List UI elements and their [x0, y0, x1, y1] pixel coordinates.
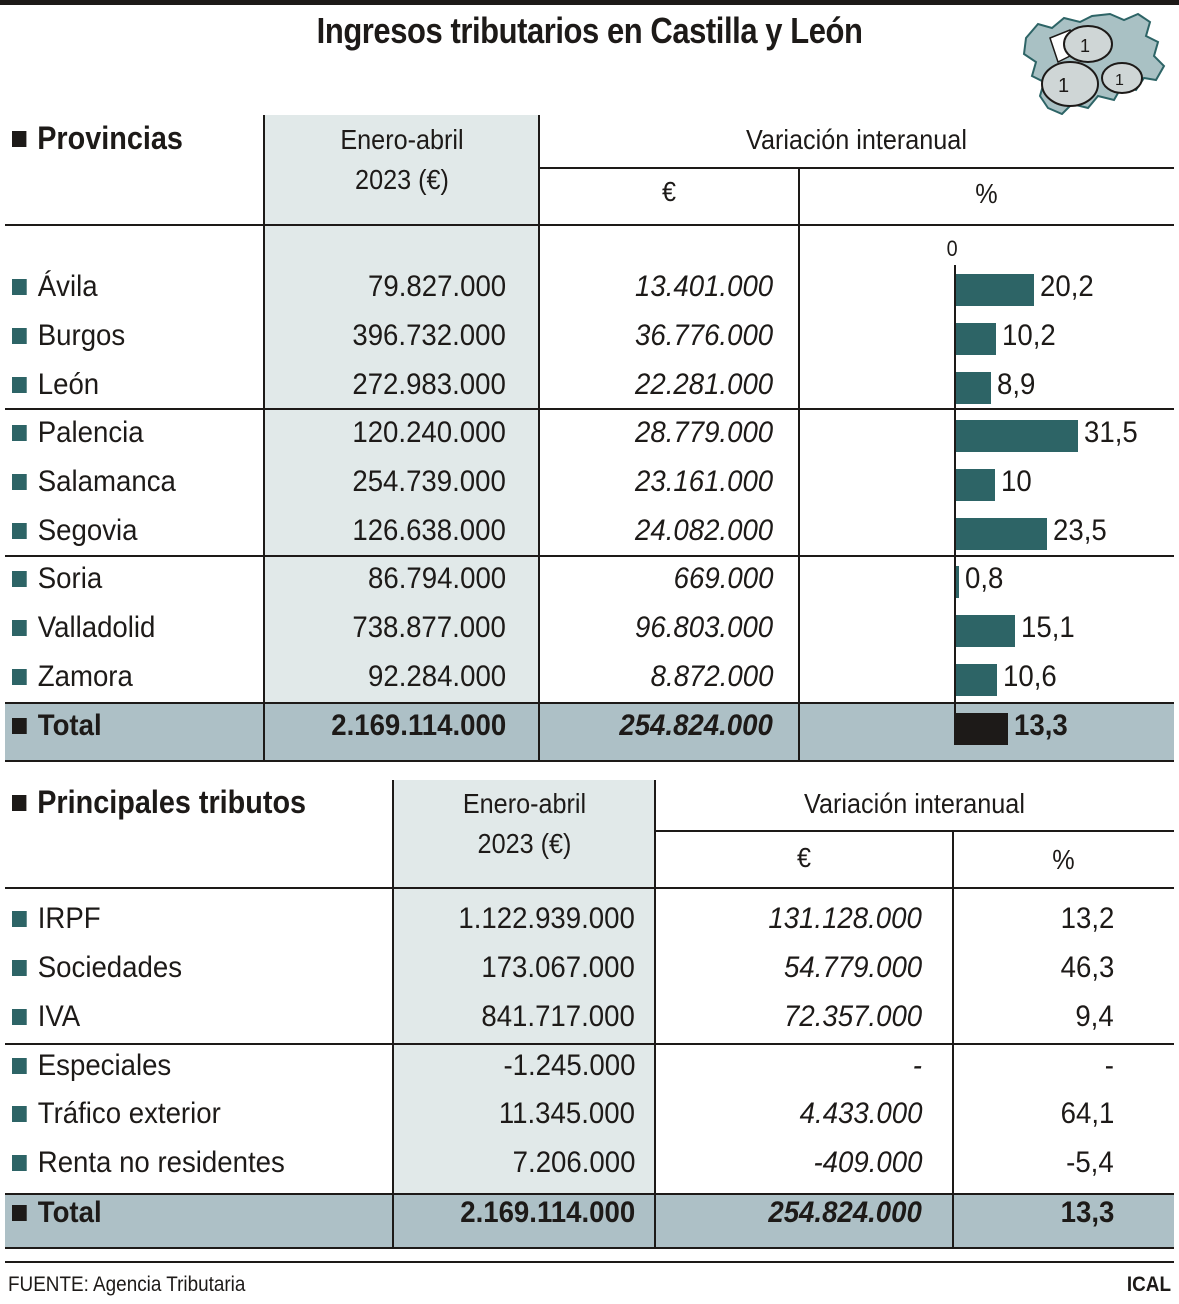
total-rule	[5, 1193, 1174, 1195]
cell-var-eur: -	[912, 1049, 922, 1082]
total-var-eur: 254.824.000	[619, 709, 773, 742]
table-row-label: IRPF	[12, 902, 101, 936]
header-var-eur: €	[796, 842, 812, 873]
table-row-label: Zamora	[12, 660, 133, 694]
table-row-label: Renta no residentes	[12, 1146, 285, 1180]
total-period: 2.169.114.000	[460, 1196, 635, 1229]
cell-var-eur: -409.000	[813, 1146, 922, 1179]
group-rule	[5, 408, 1174, 410]
bar-value-label: 0,8	[965, 562, 1004, 595]
col-divider	[952, 831, 954, 1247]
bar-var-pct	[956, 323, 996, 355]
cell-var-pct: -	[1104, 1049, 1114, 1082]
square-bullet-icon	[12, 669, 27, 685]
bar-value-label: 10,6	[1003, 660, 1057, 693]
cell-var-pct: -5,4	[1066, 1146, 1114, 1179]
table-row-label: Burgos	[12, 319, 125, 353]
table-bottom-rule	[5, 1247, 1174, 1249]
cell-period-total: 272.983.000	[352, 368, 506, 401]
header-var-pct: %	[1052, 844, 1075, 875]
bar-var-pct	[956, 372, 991, 404]
subheader-rule	[655, 830, 1174, 832]
square-bullet-icon	[12, 795, 26, 811]
square-bullet-icon	[12, 571, 27, 587]
credit-label: ICAL	[1126, 1273, 1171, 1296]
square-bullet-icon	[12, 1009, 27, 1025]
header-rule	[5, 887, 1174, 889]
col-divider	[538, 115, 540, 760]
col-divider	[263, 115, 265, 760]
svg-text:1: 1	[1058, 75, 1070, 97]
square-bullet-icon	[12, 1106, 27, 1122]
square-bullet-icon	[12, 620, 27, 636]
square-bullet-icon	[12, 425, 27, 441]
cell-period-total: 396.732.000	[352, 319, 506, 352]
table-bottom-rule	[5, 760, 1174, 762]
bar-var-pct	[956, 664, 997, 696]
cell-var-eur: 22.281.000	[634, 368, 773, 401]
bar-value-label: 23,5	[1053, 514, 1107, 547]
col-divider	[798, 168, 800, 760]
cell-period-total: 7.206.000	[512, 1146, 635, 1179]
square-bullet-icon	[12, 328, 27, 344]
square-bullet-icon	[12, 911, 27, 927]
bar-value-label: 31,5	[1084, 416, 1138, 449]
bar-var-pct	[956, 420, 1078, 452]
total-rule	[5, 702, 1174, 704]
group-rule	[5, 555, 1174, 557]
square-bullet-icon	[12, 1205, 27, 1221]
cell-var-eur: 54.779.000	[783, 951, 922, 984]
group-rule	[5, 1043, 1174, 1045]
cell-period-total: 173.067.000	[481, 951, 635, 984]
table-row-label: Ávila	[12, 270, 98, 304]
col-divider	[654, 780, 656, 1247]
bar-var-pct	[956, 469, 995, 501]
total-var-eur: 254.824.000	[768, 1196, 922, 1229]
bar-value-label: 10,2	[1001, 319, 1056, 352]
bar-var-pct	[956, 615, 1015, 647]
table-row-label: León	[12, 368, 99, 402]
cell-var-eur: 13.401.000	[634, 270, 773, 303]
section-title-tributos: Principales tributos	[12, 784, 306, 821]
square-bullet-icon	[12, 523, 27, 539]
cell-period-total: 1.122.939.000	[458, 902, 635, 935]
square-bullet-icon	[12, 718, 27, 734]
cell-period-total: 841.717.000	[481, 1000, 635, 1033]
square-bullet-icon	[12, 279, 27, 295]
total-var-pct: 13,3	[1060, 1196, 1114, 1229]
top-rule	[0, 0, 1179, 5]
bar-value-label: 15,1	[1020, 611, 1075, 644]
header-var-eur: €	[661, 176, 677, 207]
cell-period-total: 86.794.000	[367, 562, 506, 595]
total-row-label: Total	[12, 1196, 102, 1230]
cell-var-eur: 23.161.000	[634, 465, 773, 498]
bar-value-label: 8,9	[996, 368, 1035, 401]
svg-text:1: 1	[1115, 72, 1124, 89]
cell-period-total: 92.284.000	[367, 660, 506, 693]
table-row-label: Sociedades	[12, 951, 182, 985]
cell-period-total: 79.827.000	[367, 270, 506, 303]
table-row-label: Segovia	[12, 514, 138, 548]
table-row-label: Palencia	[12, 416, 144, 450]
table-row-label: Especiales	[12, 1049, 171, 1083]
bar-var-pct	[956, 274, 1034, 306]
cell-var-eur: 131.128.000	[768, 902, 922, 935]
total-period: 2.169.114.000	[331, 709, 506, 742]
cell-var-pct: 13,2	[1060, 902, 1114, 935]
cell-var-pct: 64,1	[1060, 1097, 1114, 1130]
bar-total-label: 13,3	[1013, 709, 1068, 742]
source-note: FUENTE: Agencia Tributaria	[8, 1273, 246, 1296]
section-title-provincias: Provincias	[12, 120, 183, 157]
table-row-label: Salamanca	[12, 465, 176, 499]
cell-period-total: 126.638.000	[352, 514, 506, 547]
square-bullet-icon	[12, 131, 26, 147]
header-rule	[5, 224, 1174, 226]
cell-var-eur: 96.803.000	[634, 611, 773, 644]
bar-value-label: 10	[1000, 465, 1032, 498]
bar-var-pct	[956, 566, 959, 598]
cell-var-pct: 46,3	[1060, 951, 1114, 984]
header-var-pct: %	[975, 178, 998, 209]
cell-var-eur: 36.776.000	[634, 319, 773, 352]
total-row-label: Total	[12, 709, 102, 743]
cell-var-eur: 72.357.000	[783, 1000, 922, 1033]
square-bullet-icon	[12, 960, 27, 976]
table-row-label: Valladolid	[12, 611, 155, 645]
cell-period-total: -1.245.000	[503, 1049, 635, 1082]
cell-period-total: 11.345.000	[498, 1097, 635, 1130]
axis-zero-label: 0	[946, 236, 958, 261]
cell-var-eur: 4.433.000	[799, 1097, 922, 1130]
cell-var-eur: 28.779.000	[634, 416, 773, 449]
cell-var-eur: 24.082.000	[634, 514, 773, 547]
bar-value-label: 20,2	[1040, 270, 1095, 303]
header-period: Enero-abril 2023 (€)	[340, 124, 464, 195]
svg-text:1: 1	[1080, 36, 1091, 56]
bar-var-pct	[956, 518, 1047, 550]
header-period: Enero-abril 2023 (€)	[462, 788, 587, 859]
cell-period-total: 738.877.000	[352, 611, 506, 644]
table-row-label: IVA	[12, 1000, 80, 1034]
subheader-rule	[539, 167, 1174, 169]
castilla-leon-map-icon	[1018, 10, 1168, 115]
bar-total-pct	[956, 713, 1008, 745]
chart-title: Ingresos tributarios en Castilla y León	[316, 10, 863, 51]
table-row-label: Soria	[12, 562, 102, 596]
cell-var-pct: 9,4	[1075, 1000, 1114, 1033]
square-bullet-icon	[12, 1155, 27, 1171]
cell-period-total: 120.240.000	[352, 416, 506, 449]
square-bullet-icon	[12, 1058, 27, 1074]
table-row-label: Tráfico exterior	[12, 1097, 221, 1131]
cell-var-eur: 669.000	[673, 562, 773, 595]
footer-rule	[5, 1261, 1174, 1263]
header-variation: Variación interanual	[804, 788, 1025, 819]
cell-var-eur: 8.872.000	[650, 660, 773, 693]
header-variation: Variación interanual	[746, 124, 967, 155]
square-bullet-icon	[12, 474, 27, 490]
cell-period-total: 254.739.000	[352, 465, 506, 498]
col-divider	[392, 780, 394, 1247]
square-bullet-icon	[12, 377, 27, 393]
